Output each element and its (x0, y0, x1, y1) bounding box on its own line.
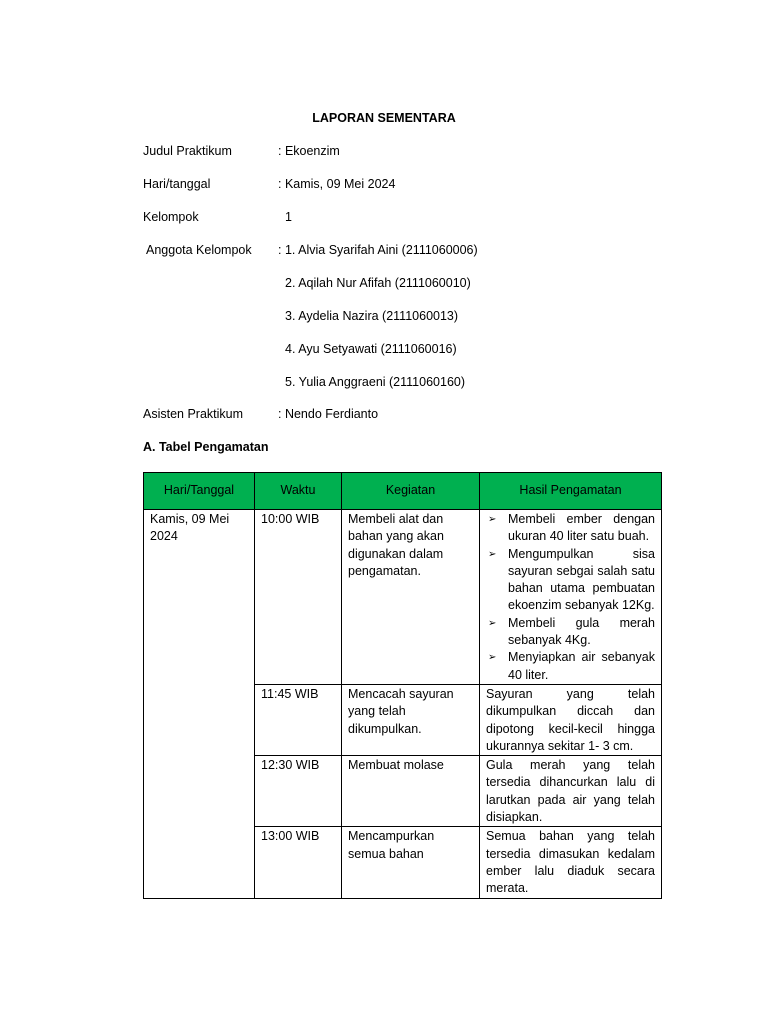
time-cell: 10:00 WIB (255, 510, 342, 685)
header-cell: Hasil Pengamatan (480, 473, 662, 510)
result-cell: Semua bahan yang telah tersedia dimasukan kedalam ember lalu diaduk secara merata. (480, 827, 662, 898)
time-cell: 12:30 WIB (255, 756, 342, 827)
list-item: ➢ Mengumpulkan sisa sayuran sebgai salah satu bahan utama pembuatan ekoenzim sebanyak 12Kg. (488, 546, 655, 613)
time-cell: 13:00 WIB (255, 827, 342, 898)
member-line: 3. Aydelia Nazira (2111060013) (285, 309, 459, 323)
field-value-tanggal: : Kamis, 09 Mei 2024 (278, 177, 396, 191)
result-cell: Gula merah yang telah tersedia dihancurkan lalu di larutkan pada air yang telah disiapkan. (480, 756, 662, 827)
list-item: ➢ Menyiapkan air sebanyak 40 liter. (488, 650, 655, 682)
report-title: LAPORAN SEMENTARA (312, 111, 456, 125)
field-label-asisten: Asisten Praktikum (143, 407, 244, 421)
field-label-anggota: Anggota Kelompok (146, 243, 252, 257)
section-heading: A. Tabel Pengamatan (143, 440, 269, 454)
arrow-bullet-icon: ➢ (488, 617, 497, 629)
result-list (486, 511, 655, 684)
result-cell (480, 510, 662, 685)
member-line: 5. Yulia Anggraeni (2111060160) (285, 375, 466, 389)
result-cell: Sayuran yang telah dikumpulkan diccah dan dipotong kecil-kecil hingga ukurannya sekitar 1- 3 cm. (480, 684, 662, 755)
observation-table (143, 472, 662, 899)
field-label-kelompok: Kelompok (143, 210, 199, 224)
arrow-bullet-icon: ➢ (488, 548, 497, 560)
member-line: 4. Ayu Setyawati (2111060016) (285, 342, 457, 356)
table-row (144, 510, 662, 685)
field-label-judul: Judul Praktikum (143, 144, 232, 158)
header-cell: Waktu (255, 473, 342, 510)
activity-cell: Membuat molase (342, 756, 480, 827)
field-value-judul: : Ekoenzim (278, 144, 340, 158)
field-value-anggota: : 1. Alvia Syarifah Aini (2111060006) (278, 243, 478, 257)
header-cell: Kegiatan (342, 473, 480, 510)
field-value-asisten: : Nendo Ferdianto (278, 407, 379, 421)
field-label-tanggal: Hari/tanggal (143, 177, 211, 191)
time-cell: 11:45 WIB (255, 684, 342, 755)
list-item: ➢ Membeli gula merah sebanyak 4Kg. (488, 615, 655, 648)
header-cell: Hari/Tanggal (144, 473, 255, 510)
date-cell: Kamis, 09 Mei 2024 (144, 510, 255, 899)
activity-cell: Membeli alat dan bahan yang akan digunakan dalam pengamatan. (342, 510, 480, 685)
activity-cell: Mencacah sayuran yang telah dikumpulkan. (342, 684, 480, 755)
arrow-bullet-icon: ➢ (488, 514, 497, 525)
list-item: ➢ Membeli ember dengan ukuran 40 liter satu buah. (488, 512, 655, 544)
table-header-row (144, 473, 662, 510)
activity-cell: Mencampurkan semua bahan (342, 827, 480, 898)
member-line: 2. Aqilah Nur Afifah (2111060010) (285, 276, 471, 290)
arrow-bullet-icon: ➢ (488, 652, 497, 664)
field-value-kelompok: 1 (285, 210, 292, 224)
